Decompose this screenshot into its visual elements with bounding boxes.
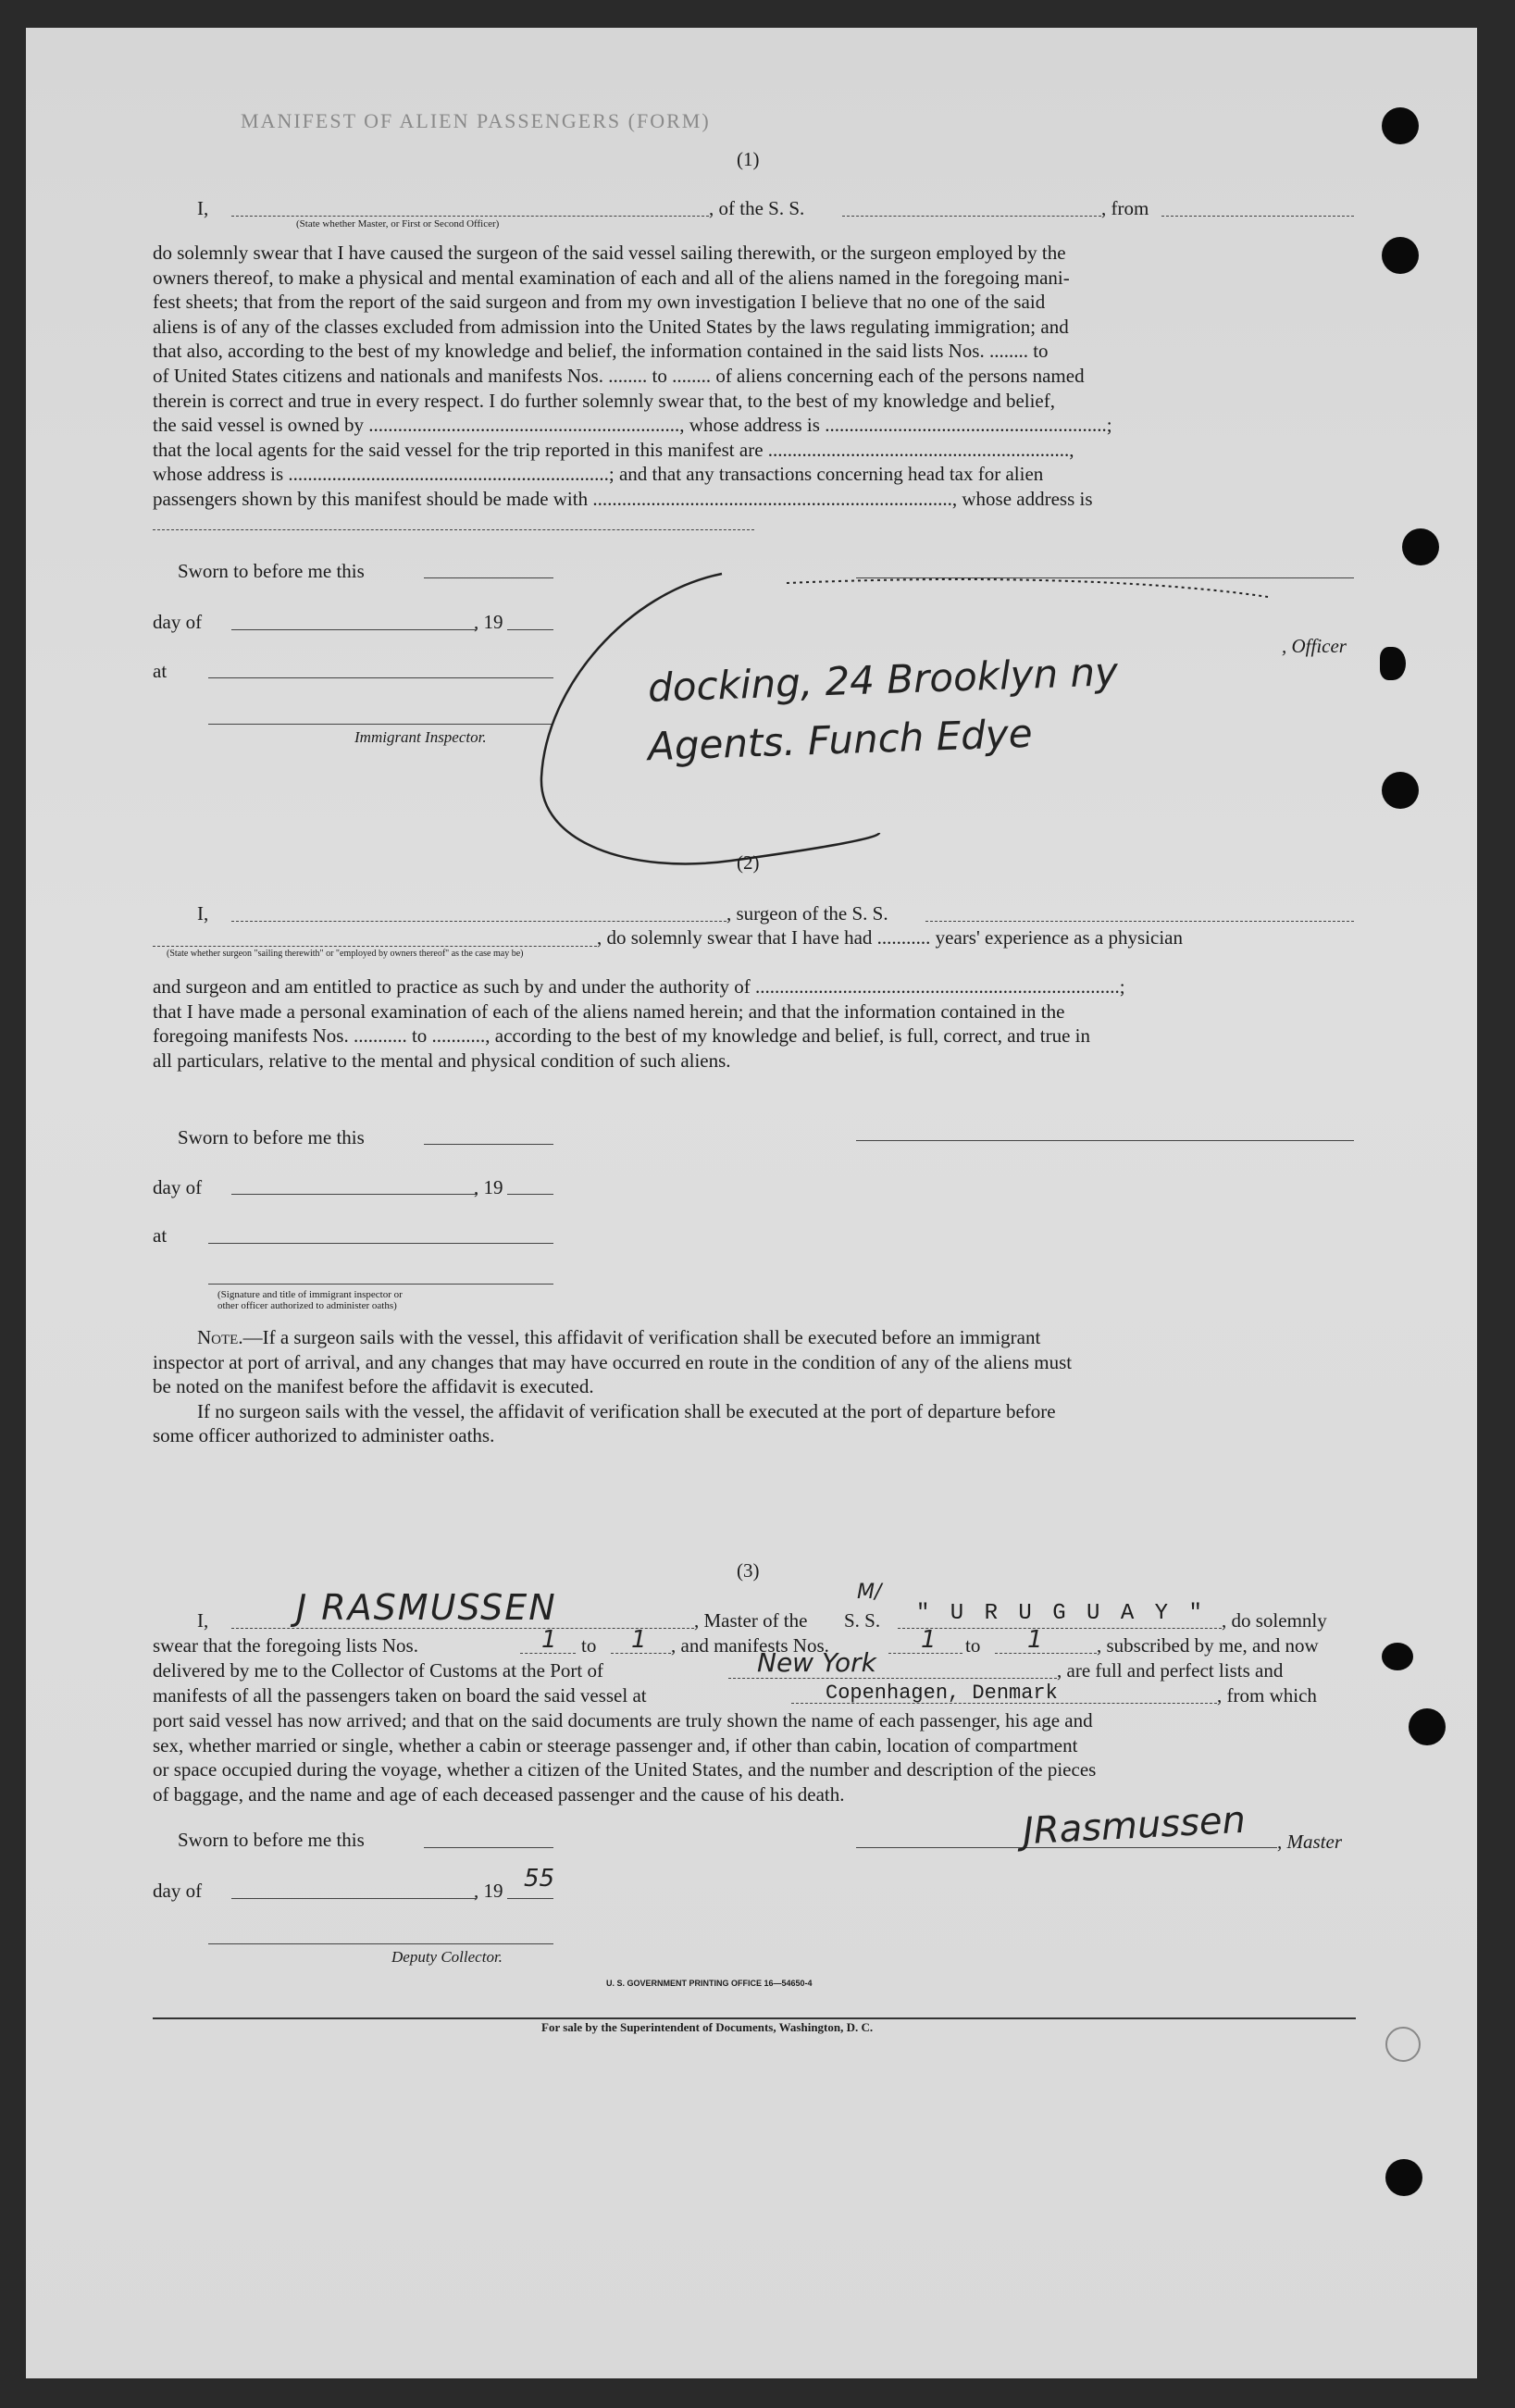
manifests-to-value: 1 [1027,1626,1043,1654]
day-line [231,1194,477,1195]
perfect-lists-label: , are full and perfect lists and [1057,1659,1284,1682]
surgeon-line: that I have made a personal examination of each of the aliens named herein; and that the information contained in the [153,999,1065,1023]
master-line: sex, whether married or single, whether a cabin or steerage passenger and, if other than cabin, location of compartment [153,1733,1078,1756]
surgeon-of-label: , surgeon of the S. S. [726,902,888,925]
sworn-line [424,1847,553,1848]
surgeon-line: and surgeon and am entitled to practice as such by and under the authority of ...........................................................................; [153,975,1125,998]
master-i-label: I, [197,1609,209,1632]
at-line [208,1243,553,1244]
vessel-prefix-handwritten: M/ [857,1581,882,1604]
at-line [208,677,553,678]
day-line [231,1898,477,1899]
year-line [507,1898,553,1899]
surgeon-type-line [153,946,597,947]
sworn-label: Sworn to before me this [178,1126,365,1148]
oath-line: owners thereof, to make a physical and mental examination of each and all of the aliens named in the foregoing mani- [153,266,1070,289]
punch-hole [1382,1643,1413,1670]
year-label: , 19 [474,611,503,633]
oath-line: that also, according to the best of my knowledge and belief, the information contained in the said lists Nos. ........ to [153,340,1049,363]
surgeon-paragraph [153,974,1356,1073]
footer-rule [153,2017,1356,2019]
oath-line: that the local agents for the said vessel for the trip reported in this manifest are .............................................................., [153,438,1074,461]
punch-hole [1385,2159,1422,2196]
master-paragraph [153,1708,1356,1806]
vessel-name: " U R U G U A Y " [916,1601,1206,1626]
to-label: to [581,1634,597,1657]
at-label: at [153,1224,168,1247]
note-line: be noted on the manifest before the affidavit is executed. [153,1375,594,1398]
from-line [1161,216,1354,217]
address-line [153,529,754,530]
section-number: (2) [737,851,760,874]
punch-hole [1382,772,1419,809]
departure-value: Copenhagen, Denmark [826,1682,1058,1705]
oath-line: passengers shown by this manifest should be made with .........................................................................., whose address is [153,487,1093,510]
year-label: , 19 [474,1176,503,1198]
master-signature: JRasmussen [1021,1798,1247,1854]
oath-paragraph [153,241,1356,512]
punch-hole [1380,647,1406,680]
officer-label: , Officer [1282,635,1347,657]
inspector-line [208,724,553,725]
to-label: to [965,1634,981,1657]
surgeon-i-label: I, [197,902,209,925]
oath-line: do solemnly swear that I have caused the surgeon of the said vessel sailing therewith, or the surgeon employed by the [153,242,1066,264]
departure-label: manifests of all the passengers taken on board the said vessel at [153,1684,647,1707]
surgeon-note: (State whether surgeon "sailing therewith" or "employed by owners thereof" as the case may be) [167,949,524,959]
deputy-label: Deputy Collector. [391,1948,503,1966]
manifests-label: , and manifests Nos. [671,1634,829,1657]
vessel-line [898,1628,1222,1629]
lists-to-value: 1 [631,1626,647,1654]
note-label: Note. [197,1326,243,1348]
sworn-line [424,1144,553,1145]
sworn-label: Sworn to before me this [178,1829,365,1851]
surgeon-swear-line: , do solemnly swear that I have had ........... years' experience as a physician [597,926,1183,949]
note-line: some officer authorized to administer oaths. [153,1424,495,1447]
port-value: New York [757,1647,876,1678]
oath-line: of United States citizens and nationals and manifests Nos. ........ to ........ of aliens concerning each of the persons named [153,364,1085,387]
lists-from-value: 1 [541,1626,557,1654]
note-line: inspector at port of arrival, and any changes that may have occurred en route in the condition of any of the aliens must [153,1350,1073,1373]
oath-i-label: I, [197,197,209,219]
punch-hole [1382,237,1419,274]
master-of-label: , Master of the [694,1609,808,1632]
master-line: or space occupied during the voyage, whether a citizen of the United States, and the number and description of the pieces [153,1758,1097,1781]
master-line: of baggage, and the name and age of each deceased passenger and the cause of his death. [153,1782,845,1806]
lists-label: swear that the foregoing lists Nos. [153,1634,418,1657]
deputy-line [208,1943,553,1944]
of-ss-label: , of the S. S. [709,197,805,219]
surgeon-line: all particulars, relative to the mental and physical condition of such aliens. [153,1049,731,1072]
master-name-line [231,1628,694,1629]
printing-office: U. S. GOVERNMENT PRINTING OFFICE 16—54650-4 [606,1979,813,1988]
for-sale-note: For sale by the Superintendent of Documents, Washington, D. C. [541,2020,874,2034]
punch-hole [1382,107,1419,144]
officer-note: (State whether Master, or First or Second Officer) [296,218,500,230]
master-label: , Master [1277,1831,1342,1853]
day-line [231,629,477,630]
inspector-label: Immigrant Inspector. [354,728,487,746]
surgeon-signature-line [856,1140,1354,1141]
signature-note: (Signature and title of immigrant inspector or [217,1289,403,1300]
surgeon-vessel-line [925,921,1354,922]
punch-hole [1402,528,1439,565]
oath-line: therein is correct and true in every respect. I do further solemnly swear that, to the best of my knowledge and belief, [153,389,1055,412]
vessel-line [842,216,1101,217]
punch-hole [1409,1708,1446,1745]
oath-officer-line [208,1284,553,1285]
note-line: If no surgeon sails with the vessel, the affidavit of verification shall be executed at the port of departure before [197,1399,1056,1422]
section-number: (3) [737,1559,760,1582]
day-of-label: day of [153,1176,203,1198]
note-paragraph [153,1325,1356,1448]
oath-line: the said vessel is owned by ................................................................, whose address is ..........................................................; [153,414,1112,437]
note-text: —If a surgeon sails with the vessel, this affidavit of verification shall be executed before an immigrant [242,1326,1041,1348]
from-label: , from [1101,197,1149,219]
from-which-label: , from which [1217,1684,1317,1707]
oath-line: aliens is of any of the classes excluded from admission into the United States by the laws regulating immigration; and [153,315,1069,338]
year-label: , 19 [474,1880,503,1902]
surgeon-line: foregoing manifests Nos. ........... to ..........., according to the best of my knowledge and belief, is full, correct, and true in [153,1024,1091,1048]
handwritten-note-line-1: docking, 24 Brooklyn ny [647,649,1119,711]
vessel-prefix: S. S. [844,1609,881,1632]
handwritten-note-line-2: Agents. Funch Edye [647,710,1034,770]
year-line [507,1194,553,1195]
faint-ring [1385,2027,1421,2062]
at-label: at [153,660,168,682]
port-label: delivered by me to the Collector of Customs at the Port of [153,1659,603,1682]
signature-note: other officer authorized to administer oaths) [217,1300,397,1311]
surgeon-name-line [231,921,726,922]
day-of-label: day of [153,1880,203,1902]
sworn-label: Sworn to before me this [178,560,365,582]
oath-line: fest sheets; that from the report of the said surgeon and from my own investigation I believe that no one of the said [153,291,1046,314]
day-of-label: day of [153,611,203,633]
section-number: (1) [737,148,760,170]
faint-header: MANIFEST OF ALIEN PASSENGERS (FORM) [241,109,711,132]
master-line: port said vessel has now arrived; and that on the said documents are truly shown the name of each passenger, his age and [153,1709,1093,1732]
oath-line: whose address is ..................................................................; and that any transactions concerning head tax for alien [153,463,1044,486]
manifests-from-value: 1 [921,1626,937,1654]
port-line [728,1678,1057,1679]
officer-name-line [231,216,709,217]
solemnly-label: , do solemnly [1222,1609,1327,1632]
note-line [153,1325,1356,1350]
master-name: J RASMUSSEN [296,1587,557,1628]
subscribed-label: , subscribed by me, and now [1097,1634,1319,1657]
year-value: 55 [524,1865,555,1893]
manifests-to-line [995,1653,1097,1654]
